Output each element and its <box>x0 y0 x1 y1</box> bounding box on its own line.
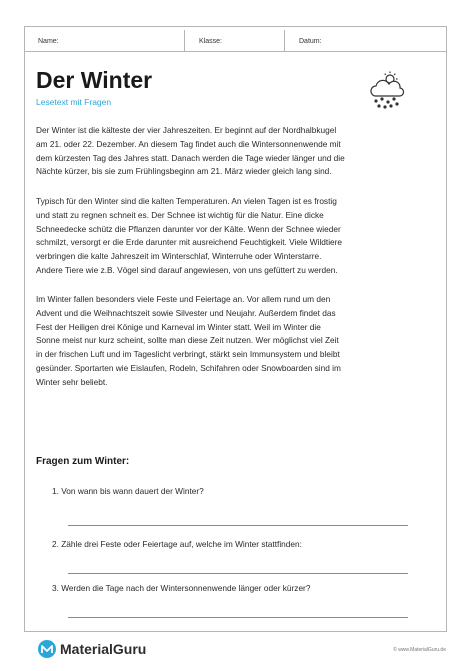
text-line: dem kürzesten Tag des Jahres statt. Danach werden die Tage wieder länger und die <box>36 152 345 163</box>
paragraph-1 <box>36 124 420 179</box>
text-line: Typisch für den Winter sind die kalten Temperaturen. An vielen Tagen ist es frostig <box>36 196 337 206</box>
text-line: Nächte kürzer, bis sie zum Frühlingsbeginn am 21. März wieder gleich lang sind. <box>36 166 332 177</box>
worksheet-header <box>24 30 447 52</box>
text-line: gesünder. Sportarten wie Eislaufen, Rodeln, Schifahren oder Snowboarden sind im <box>36 362 341 373</box>
text-line: verbringen die kalte Jahreszeit im Winterschlaf, Winterruhe oder Winterstarre. <box>36 251 322 262</box>
text-line: Im Winter fallen besonders viele Feste und Feiertage an. Vor allem rund um den <box>36 294 331 304</box>
logo-text-part2: Guru <box>112 641 147 657</box>
name-field[interactable] <box>24 30 184 51</box>
text-line: Andere Tiere wie z.B. Vögel sind darauf angewiesen, von uns gefüttert zu werden. <box>36 264 338 275</box>
page-subtitle: Lesetext mit Fragen <box>36 97 112 107</box>
materialguru-logo <box>38 640 146 658</box>
class-field[interactable] <box>184 30 284 51</box>
snow-cloud-icon <box>366 70 406 110</box>
footer <box>0 632 474 671</box>
text-line: in der frischen Luft und im Tageslicht verbringt, stärkt sein Immunsystem und bleibt <box>36 349 340 360</box>
text-line: Schneedecke schütz die Pflanzen darunter vor der Kälte. Wenn der Schnee wieder <box>36 223 341 234</box>
text-line: und statt zu regnen schneit es. Der Schnee ist wichtig für die Natur. Eine dicke <box>36 209 324 220</box>
date-label: Datum: <box>299 38 322 45</box>
class-label: Klasse: <box>199 38 222 45</box>
copyright-text: © www.MaterialGuru.de <box>393 647 446 653</box>
question-1: 1. Von wann bis wann dauert der Winter? <box>52 486 204 496</box>
answer-line-3[interactable] <box>68 617 408 618</box>
text-line: Advent und die Weihnachtszeit sowie Silvester und Neujahr. Außerdem findet das <box>36 307 336 318</box>
question-3: 3. Werden die Tage nach der Wintersonnenwende länger oder kürzer? <box>52 583 311 593</box>
logo-text <box>60 640 146 658</box>
paragraph-2 <box>36 195 420 278</box>
answer-line-2[interactable] <box>68 573 408 574</box>
question-2: 2. Zähle drei Feste oder Feiertage auf, welche im Winter stattfinden: <box>52 539 302 549</box>
text-line: Fest der Heiligen drei Könige und Karneval im Winter statt. Weil im Winter die <box>36 321 321 332</box>
page-title: Der Winter <box>36 67 153 93</box>
text-line: schmilzt, versorgt er die Erde darunter mit ausreichend Feuchtigkeit. Viele Wildtiere <box>36 237 343 248</box>
text-line: Sonne meist nur kurz scheint, sollte man diese Zeit nutzen. Wer möglichst viel Zeit <box>36 335 339 346</box>
logo-text-part1: Material <box>60 641 113 657</box>
paragraph-3 <box>36 293 420 390</box>
answer-line-1[interactable] <box>68 525 408 526</box>
text-line: am 21. oder 22. Dezember. An diesem Tag findet auch die Wintersonnenwende mit <box>36 138 341 149</box>
text-line: Der Winter ist die kälteste der vier Jahreszeiten. Er beginnt auf der Nordhalbkugel <box>36 125 337 135</box>
text-line: Winter sehr beliebt. <box>36 376 108 387</box>
logo-mark-icon <box>38 640 56 658</box>
questions-heading: Fragen zum Winter: <box>36 456 130 467</box>
name-label: Name: <box>38 38 59 45</box>
date-field[interactable] <box>284 30 447 51</box>
